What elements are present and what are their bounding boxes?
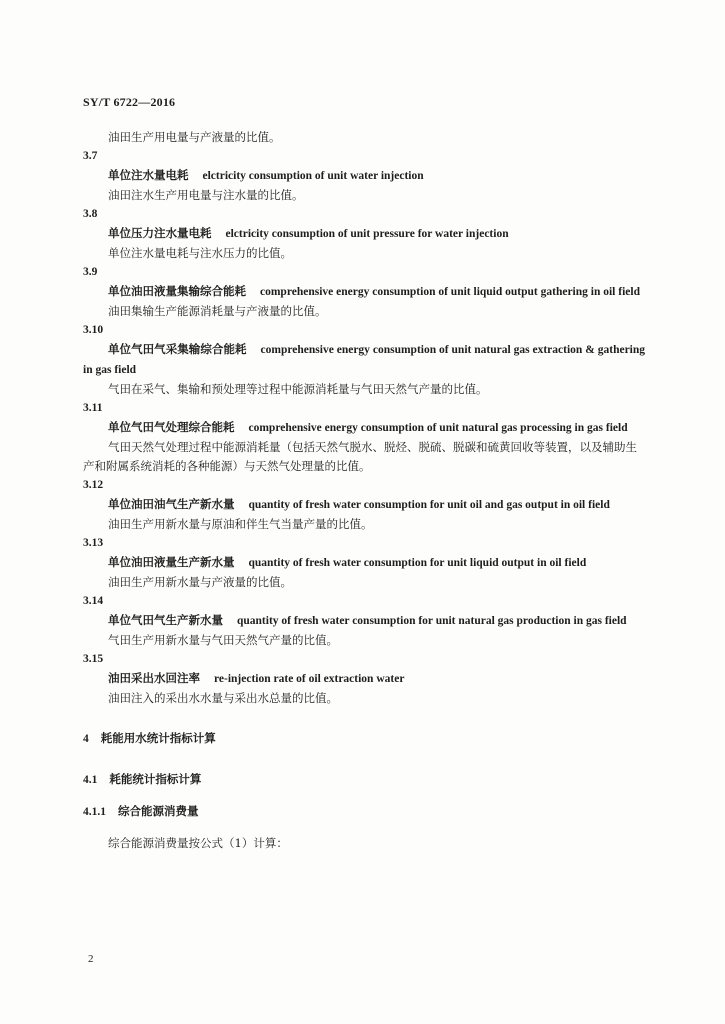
term-title — [83, 495, 645, 515]
term-definition: 油田生产用新水量与产液量的比值。 — [108, 575, 292, 589]
page-number: 2 — [88, 953, 94, 965]
term-number: 3.7 — [83, 150, 98, 162]
term-list — [83, 147, 645, 708]
term-title — [83, 224, 645, 244]
section-4-1-1-heading — [83, 802, 645, 822]
term-title — [83, 282, 645, 302]
term-definition: 油田注水生产用电量与注水量的比值。 — [108, 188, 304, 202]
term-number: 3.12 — [83, 479, 104, 491]
term-definition: 单位注水量电耗与注水压力的比值。 — [108, 246, 292, 260]
section-4-1-heading — [83, 770, 645, 790]
term-chinese: 单位油田油气生产新水量 — [108, 497, 235, 511]
term-definition: 油田集输生产能源消耗量与产液量的比值。 — [108, 304, 327, 318]
term-number: 3.8 — [83, 208, 98, 220]
term-chinese: 单位气田气处理综合能耗 — [108, 420, 235, 434]
section-title: 综合能源消费量 — [118, 804, 199, 818]
term-english: re-injection rate of oil extraction water — [214, 673, 405, 685]
term-definition: 油田注入的采出水水量与采出水总量的比值。 — [108, 691, 338, 705]
term-number: 3.9 — [83, 266, 98, 278]
term-chinese: 单位油田液量集输综合能耗 — [108, 284, 246, 298]
term-definition: 油田生产用新水量与原油和伴生气当量产量的比值。 — [108, 517, 373, 531]
term-title — [83, 340, 645, 380]
term-number: 3.13 — [83, 537, 104, 549]
term-title — [83, 166, 645, 186]
term-number: 3.15 — [83, 653, 104, 665]
document-body — [83, 128, 645, 853]
term-number: 3.11 — [83, 402, 103, 414]
term-chinese: 单位油田液量生产新水量 — [108, 555, 235, 569]
term-number: 3.10 — [83, 324, 104, 336]
term-english: comprehensive energy consumption of unit liquid output gathering in oil field — [260, 286, 640, 298]
term-english: quantity of fresh water consumption for unit liquid output in oil field — [248, 557, 587, 569]
term-title — [83, 553, 645, 573]
formula-intro: 综合能源消费量按公式（1）计算： — [108, 836, 288, 850]
standard-code-header: SY/T 6722—2016 — [83, 95, 176, 109]
section-number: 4.1.1 — [83, 806, 106, 818]
term-number: 3.14 — [83, 595, 104, 607]
intro-definition: 油田生产用电量与产液量的比值。 — [108, 130, 281, 144]
term-chinese: 单位压力注水量电耗 — [108, 226, 212, 240]
term-english: comprehensive energy consumption of unit natural gas extraction & gathering in gas field — [83, 344, 646, 376]
term-english: elctricity consumption of unit pressure for water injection — [225, 228, 509, 240]
term-chinese: 单位注水量电耗 — [108, 168, 189, 182]
term-definition: 气田天然气处理过程中能源消耗量（包括天然气脱水、脱烃、脱硫、脱碳和硫黄回收等装置，以及辅助生产和附属系统消耗的各种能源）与天然气处理量的比值。 — [83, 440, 637, 473]
term-chinese: 单位气田气生产新水量 — [108, 613, 223, 627]
term-chinese: 单位气田气采集输综合能耗 — [108, 342, 247, 356]
term-english: quantity of fresh water consumption for unit oil and gas output in oil field — [248, 499, 610, 511]
section-number: 4 — [83, 733, 89, 745]
section-title: 耗能用水统计指标计算 — [100, 731, 216, 745]
term-definition: 气田生产用新水量与气田天然气产量的比值。 — [108, 633, 338, 647]
term-title — [83, 611, 645, 631]
section-title: 耗能统计指标计算 — [109, 772, 202, 786]
section-4-heading — [83, 729, 645, 749]
term-english: comprehensive energy consumption of unit natural gas processing in gas field — [248, 422, 628, 434]
term-chinese: 油田采出水回注率 — [108, 671, 200, 685]
term-english: quantity of fresh water consumption for unit natural gas production in gas field — [237, 615, 627, 627]
term-title — [83, 418, 645, 438]
term-definition: 气田在采气、集输和预处理等过程中能源消耗量与气田天然气产量的比值。 — [108, 382, 488, 396]
section-number: 4.1 — [83, 774, 98, 786]
term-english: elctricity consumption of unit water injection — [202, 170, 424, 182]
term-title — [83, 669, 645, 689]
